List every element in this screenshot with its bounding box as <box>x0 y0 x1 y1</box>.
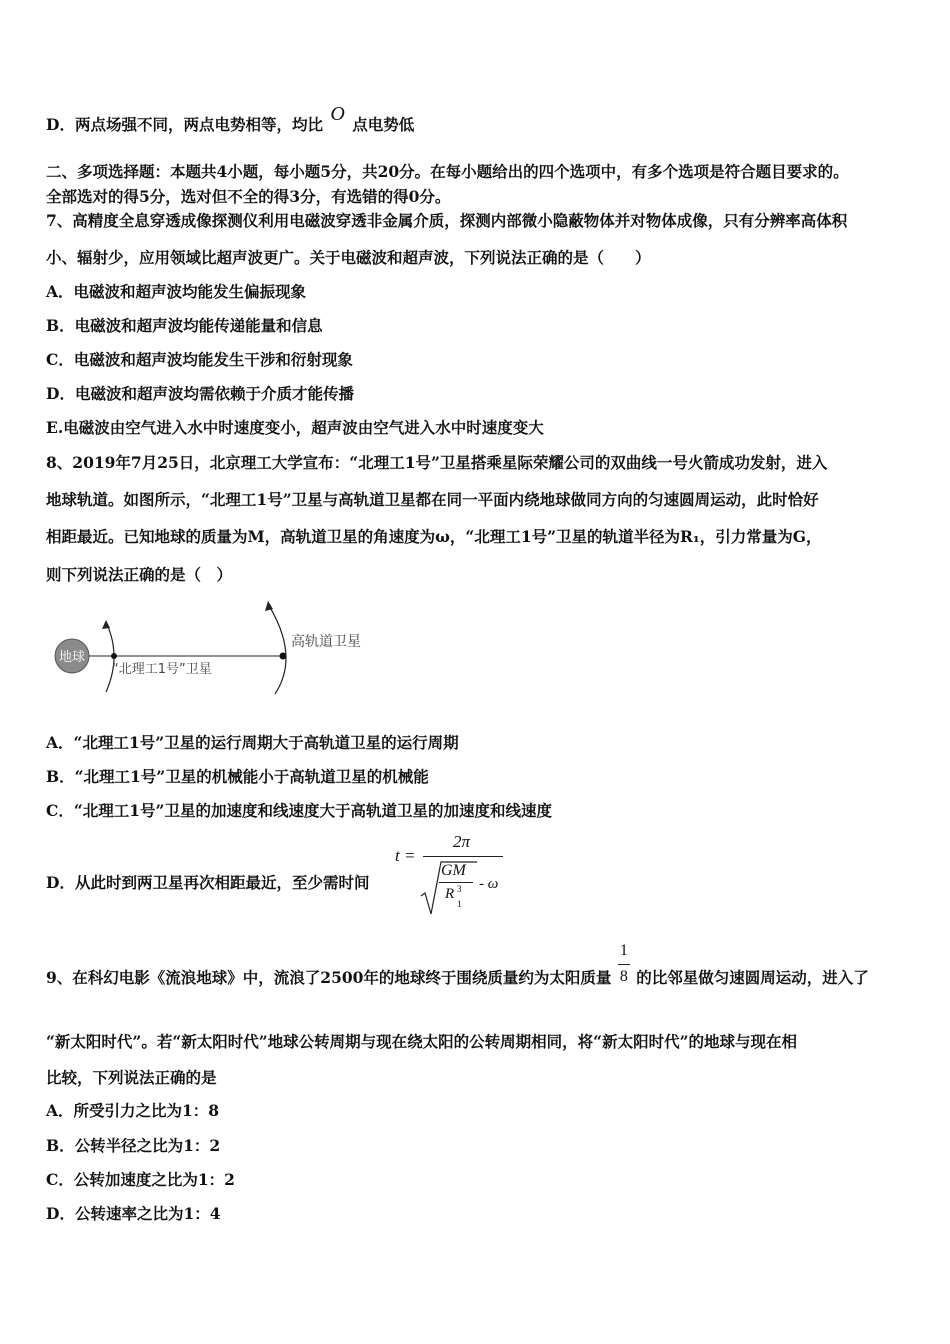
q9-stem-line2: “新太阳时代”。若“新太阳时代”地球公转周期与现在绕太阳的公转周期相同，将“新太阳时代”的地球与现在相 <box>46 1032 797 1051</box>
q6-option-d-text-post: 点电势低 <box>352 115 415 134</box>
q8-option-c: C．“北理工1号”卫星的加速度和线速度大于高轨道卫星的加速度和线速度 <box>46 801 552 820</box>
formula-r-sup: 3 <box>457 884 462 894</box>
q7-option-b: B．电磁波和超声波均能传递能量和信息 <box>46 316 323 335</box>
mass-fraction <box>617 942 631 988</box>
q8-stem-line2: 地球轨道。如图所示，“北理工1号”卫星与高轨道卫星都在同一平面内绕地球做同方向的匀速圆周运动，此时恰好 <box>46 490 819 509</box>
q8-option-b: B．“北理工1号”卫星的机械能小于高轨道卫星的机械能 <box>46 767 429 786</box>
section2-line1: 二、多项选择题：本题共4小题，每小题5分，共20分。在每小题给出的四个选项中，有多个选项是符合题目要求的。 <box>46 162 849 181</box>
q8-option-d: D．从此时到两卫星再次相距最近，至少需时间 <box>46 873 370 892</box>
q9-option-b: B．公转半径之比为1：2 <box>46 1136 221 1155</box>
formula-inner-bar <box>439 882 473 883</box>
orbit-diagram <box>40 598 400 703</box>
formula-gm: GM <box>441 862 466 879</box>
sat2-dot <box>280 653 287 660</box>
q6-option-d <box>46 103 415 135</box>
q8-stem-line4: 则下列说法正确的是（ ） <box>46 565 233 584</box>
formula-r: R <box>445 886 455 902</box>
fraction-denominator: 8 <box>619 968 628 985</box>
point-o-symbol: O <box>330 103 345 125</box>
q7-option-c: C．电磁波和超声波均能发生干涉和衍射现象 <box>46 350 353 369</box>
q9-stem-line3: 比较，下列说法正确的是 <box>46 1068 217 1087</box>
sat1-label: “北理工1号”卫星 <box>112 662 212 677</box>
sat1-dot <box>111 653 117 659</box>
q7-option-e: E.电磁波由空气进入水中时速度变小，超声波由空气进入水中时速度变大 <box>46 418 544 437</box>
formula-numerator: 2π <box>453 832 471 851</box>
formula-lhs: t = <box>395 846 416 865</box>
fraction-numerator: 1 <box>619 942 628 959</box>
section2-line2: 全部选对的得5分，选对但不全的得3分，有选错的得0分。 <box>46 187 451 206</box>
period-formula <box>395 830 515 920</box>
q9-option-c: C．公转加速度之比为1：2 <box>46 1170 235 1189</box>
inner-orbit-arrow-icon <box>102 620 110 629</box>
sat2-label: 高轨道卫星 <box>291 634 361 650</box>
q8-stem-line3: 相距最近。已知地球的质量为M，高轨道卫星的角速度为ω，“北理工1号”卫星的轨道半径为R₁，引力常量为G， <box>46 527 822 546</box>
q9-option-a: A．所受引力之比为1：8 <box>46 1101 220 1120</box>
q9-option-d: D．公转速率之比为1：4 <box>46 1204 221 1223</box>
q6-option-d-text-pre: D．两点场强不同，两点电势相等，均比 <box>46 115 323 134</box>
q9-stem-line1-post: 的比邻星做匀速圆周运动，进入了 <box>636 968 869 987</box>
formula-fraction-bar <box>423 856 503 857</box>
q7-stem-line1: 7、高精度全息穿透成像探测仪利用电磁波穿透非金属介质，探测内部微小隐蔽物体并对物体成像，只有分辨率高体积 <box>46 211 848 230</box>
q7-option-d: D．电磁波和超声波均需依赖于介质才能传播 <box>46 384 354 403</box>
formula-r-sub: 1 <box>457 899 462 909</box>
q7-option-a: A．电磁波和超声波均能发生偏振现象 <box>46 282 307 301</box>
q9-stem-line1 <box>46 942 869 988</box>
formula-minus-omega: - ω <box>479 876 499 892</box>
earth-label: 地球 <box>58 650 86 665</box>
q8-stem-line1: 8、2019年7月25日，北京理工大学宣布：“北理工1号”卫星搭乘星际荣耀公司的双曲线一号火箭成功发射，进入 <box>46 453 828 472</box>
outer-orbit-arc <box>268 604 286 694</box>
q7-stem-line2: 小、辐射少，应用领域比超声波更广。关于电磁波和超声波，下列说法正确的是（ ） <box>46 248 651 267</box>
fraction-bar <box>618 964 630 965</box>
q8-option-a: A．“北理工1号”卫星的运行周期大于高轨道卫星的运行周期 <box>46 733 459 752</box>
q9-stem-line1-pre: 9、在科幻电影《流浪地球》中，流浪了2500年的地球终于围绕质量约为太阳质量 <box>46 968 612 987</box>
